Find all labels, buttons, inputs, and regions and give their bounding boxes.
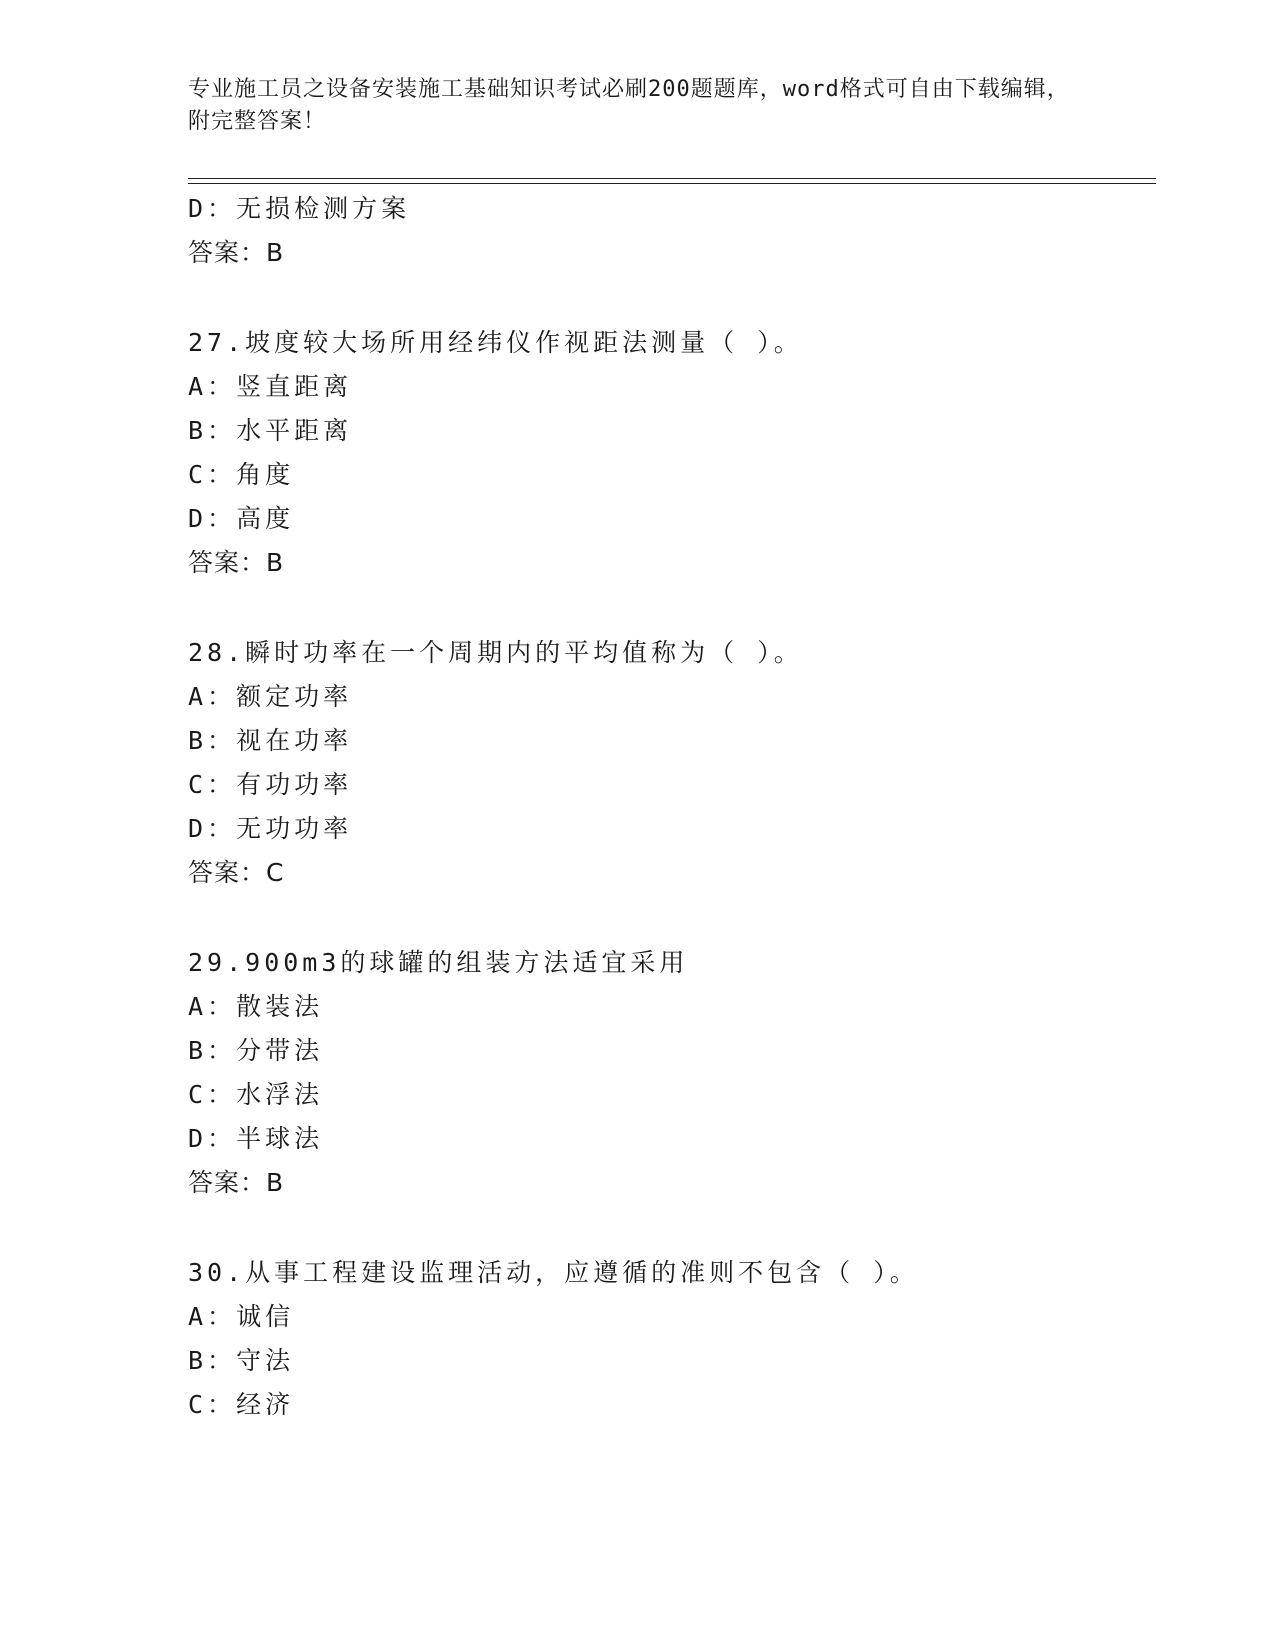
answer-value: B [266, 548, 285, 577]
option-d [188, 1124, 323, 1154]
option-text: 水浮法 [236, 1080, 324, 1109]
option-a [188, 372, 352, 402]
option-text: 角度 [236, 460, 295, 489]
option-text: 额定功率 [236, 682, 353, 711]
answer-line [188, 858, 284, 888]
option-d [188, 504, 294, 534]
answer-label: 答案： [188, 858, 267, 887]
option-prefix: D： [188, 194, 237, 223]
option-prefix: C： [188, 460, 237, 489]
answer-value: B [266, 238, 285, 267]
header-divider-bottom [188, 183, 1156, 184]
answer-value: C [266, 858, 285, 887]
option-text: 分带法 [236, 1036, 324, 1065]
option-c [188, 1390, 294, 1420]
option-b [188, 416, 352, 446]
option-prefix: D： [188, 504, 237, 533]
option-text: 守法 [236, 1346, 295, 1375]
option-d [188, 194, 410, 224]
answer-line [188, 548, 284, 578]
option-prefix: A： [188, 992, 237, 1021]
option-text: 诚信 [236, 1302, 295, 1331]
option-prefix: A： [188, 682, 237, 711]
option-text: 有功功率 [236, 770, 353, 799]
option-a [188, 992, 323, 1022]
option-a [188, 1302, 294, 1332]
answer-label: 答案： [188, 238, 267, 267]
answer-value: B [266, 1168, 285, 1197]
question-stem: 27.坡度较大场所用经纬仪作视距法测量（ ）。 [188, 328, 803, 357]
option-text: 半球法 [236, 1124, 324, 1153]
page-title: 专业施工员之设备安装施工基础知识考试必刷200题题库，word格式可自由下载编辑，附完整答案！ [188, 77, 1070, 134]
option-text: 竖直距离 [236, 372, 353, 401]
option-prefix: C： [188, 1390, 237, 1419]
answer-line [188, 1168, 284, 1198]
question-stem: 30.从事工程建设监理活动，应遵循的准则不包含（ ）。 [188, 1258, 919, 1287]
header-divider-top [188, 178, 1156, 179]
option-prefix: B： [188, 416, 237, 445]
option-prefix: C： [188, 1080, 237, 1109]
option-prefix: A： [188, 1302, 237, 1331]
option-prefix: D： [188, 1124, 237, 1153]
answer-label: 答案： [188, 1168, 267, 1197]
answer-label: 答案： [188, 548, 267, 577]
option-b [188, 726, 352, 756]
option-b [188, 1036, 323, 1066]
option-d [188, 814, 352, 844]
option-b [188, 1346, 294, 1376]
option-c [188, 1080, 323, 1110]
option-text: 散装法 [236, 992, 324, 1021]
option-text: 水平距离 [236, 416, 353, 445]
option-prefix: B： [188, 1036, 237, 1065]
option-text: 视在功率 [236, 726, 353, 755]
option-prefix: C： [188, 770, 237, 799]
option-text: 无损检测方案 [236, 194, 411, 223]
option-c [188, 770, 352, 800]
option-a [188, 682, 352, 712]
option-text: 经济 [236, 1390, 295, 1419]
option-prefix: B： [188, 726, 237, 755]
option-prefix: B： [188, 1346, 237, 1375]
option-text: 高度 [236, 504, 295, 533]
option-prefix: D： [188, 814, 237, 843]
answer-line [188, 238, 284, 268]
question-stem: 29.900m3的球罐的组装方法适宜采用 [188, 948, 689, 977]
question-stem: 28.瞬时功率在一个周期内的平均值称为（ ）。 [188, 638, 803, 667]
option-text: 无功功率 [236, 814, 353, 843]
option-prefix: A： [188, 372, 237, 401]
option-c [188, 460, 294, 490]
